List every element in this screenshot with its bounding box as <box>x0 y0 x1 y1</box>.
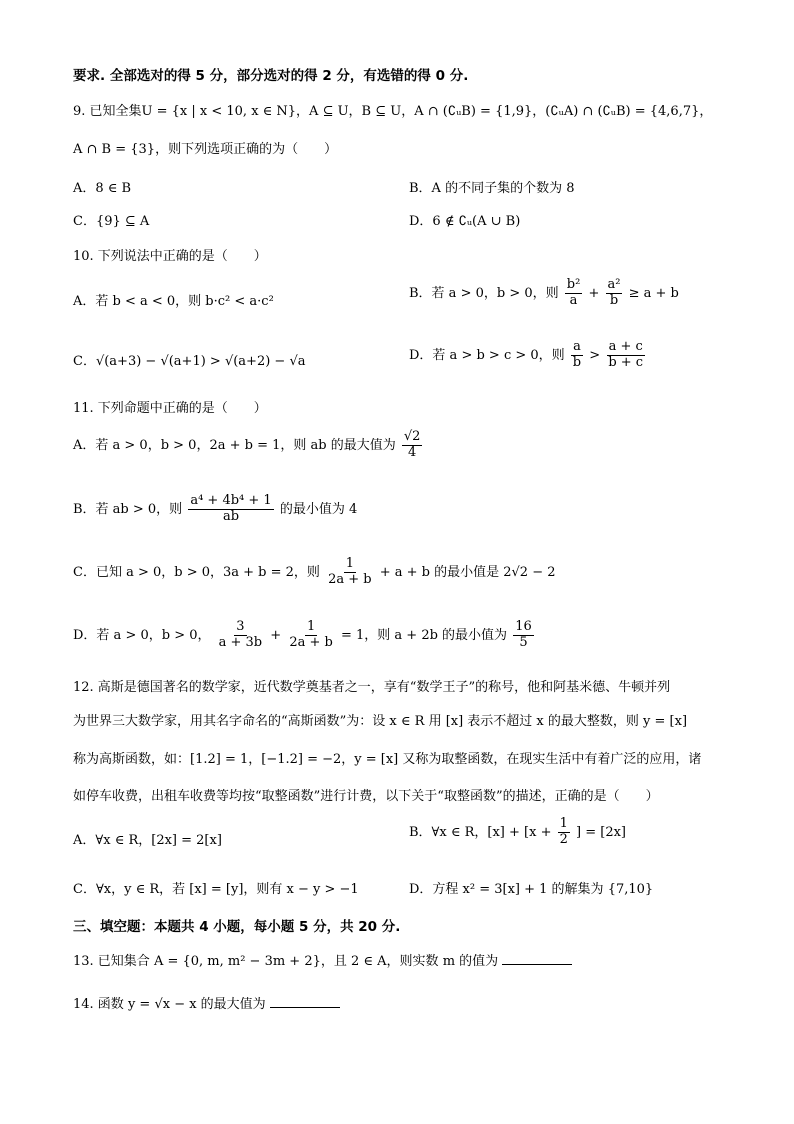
q11-d-f2-denominator: 2a + b <box>289 634 333 650</box>
q10-b-prefix: B．若 a > 0，b > 0，则 <box>409 285 559 301</box>
q10-d-f1-denominator: b <box>572 354 582 370</box>
q10-b-suffix: ≥ a + b <box>628 285 679 301</box>
q12-b-suffix: ] = [2x] <box>576 824 627 840</box>
q9-stem-line-2: A ∩ B = {3}，则下列选项正确的为（ ） <box>73 142 338 157</box>
q11-d-f1-numerator: 3 <box>236 619 245 634</box>
section-3-heading: 三、填空题：本题共 4 小题，每小题 5 分，共 20 分. <box>73 919 401 935</box>
q12-paragraph-line-2: 为世界三大数学家，用其名字命名的“高斯函数”为：设 x ∈ R 用 [x] 表示不超过 x 的最大整数，则 y = [x] <box>73 714 688 729</box>
q11-a-numerator: √2 <box>403 429 421 444</box>
q11-d-f2-numerator: 1 <box>306 619 316 634</box>
q10-d-fraction-2 <box>606 340 645 371</box>
q11-d-f3-denominator: 5 <box>519 634 528 650</box>
q12-b-numerator: 1 <box>559 816 568 831</box>
q11-b-denominator: ab <box>222 508 240 524</box>
q10-d-f2-numerator: a + c <box>608 339 643 354</box>
q9-option-b: B．A 的不同子集的个数为 8 <box>409 181 575 196</box>
q10-d-prefix: D．若 a > b > c > 0，则 <box>409 347 565 363</box>
q11-b-fraction <box>188 494 273 525</box>
q11-option-b <box>73 494 357 525</box>
q10-option-a: A．若 b < a < 0，则 b·c² < a·c² <box>73 294 274 309</box>
q11-c-prefix: C．已知 a > 0，b > 0，3a + b = 2，则 <box>73 564 320 580</box>
q11-stem: 11. 下列命题中正确的是（ ） <box>73 401 267 416</box>
q12-option-d: D．方程 x² = 3[x] + 1 的解集为 {7,10} <box>409 882 654 897</box>
q11-b-numerator: a⁴ + 4b⁴ + 1 <box>190 493 272 508</box>
q14-answer-blank[interactable] <box>270 995 340 1008</box>
q9-option-a: A．8 ∈ B <box>73 181 132 196</box>
q10-b-fraction-1 <box>565 278 583 309</box>
q11-d-prefix: D．若 a > 0，b > 0， <box>73 627 211 643</box>
q10-stem: 10. 下列说法中正确的是（ ） <box>73 249 267 264</box>
q10-option-c: C．√(a+3) − √(a+1) > √(a+2) − √a <box>73 354 306 369</box>
q10-b-fraction-2 <box>606 278 623 309</box>
q12-b-denominator: 2 <box>559 831 568 847</box>
q9-stem-line-1: 9. 已知全集U = {x | x < 10, x ∈ N}，A ⊆ U，B ⊆ U，A ∩ (∁ᵤB) = {1,9}，(∁ᵤA) ∩ (∁ᵤB) = {4,6,7}， <box>73 104 713 119</box>
q9-option-c: C．{9} ⊆ A <box>73 214 150 229</box>
q10-d-f2-denominator: b + c <box>608 354 644 370</box>
q10-d-f1-numerator: a <box>573 339 581 354</box>
q14 <box>73 993 340 1012</box>
q9-option-d: D．6 ∉ ∁ᵤ(A ∪ B) <box>409 214 521 229</box>
q11-option-a <box>73 430 424 461</box>
q11-option-c <box>73 557 556 588</box>
q11-d-f1-denominator: a + 3b <box>218 634 263 650</box>
q10-b-plus: + <box>588 285 600 301</box>
q11-c-denominator: 2a + b <box>328 571 372 587</box>
q11-b-prefix: B．若 ab > 0，则 <box>73 501 183 517</box>
q11-a-prefix: A．若 a > 0，b > 0，2a + b = 1，则 ab 的最大值为 <box>73 437 396 453</box>
q11-b-suffix: 的最小值为 4 <box>279 501 358 517</box>
q11-d-middle: = 1，则 a + 2b 的最小值为 <box>340 627 508 643</box>
q12-option-c: C．∀x，y ∈ R，若 [x] = [y]，则有 x − y > −1 <box>73 882 359 897</box>
q11-d-fraction-3 <box>513 620 534 651</box>
q12-paragraph-line-1: 12. 高斯是德国著名的数学家，近代数学奠基者之一，享有“数学王子”的称号，他和阿基米德、牛顿并列 <box>73 680 671 695</box>
q10-b-f1-denominator: a <box>569 292 578 308</box>
q12-b-fraction <box>558 817 570 848</box>
q11-d-plus: + <box>270 627 282 643</box>
q12-paragraph-line-3: 称为高斯函数，如：[1.2] = 1，[−1.2] = −2，y = [x] 又称为取整函数，在现实生活中有着广泛的应用，诸 <box>73 752 702 767</box>
q10-option-b <box>409 278 679 309</box>
q10-b-f2-numerator: a² <box>607 277 621 292</box>
q12-option-b <box>409 817 626 848</box>
q13-text: 13. 已知集合 A = {0, m, m² − 3m + 2}，且 2 ∈ A，则实数 m 的值为 <box>73 954 499 969</box>
q12-b-prefix: B．∀x ∈ R，[x] + [x + <box>409 824 552 840</box>
q11-option-d <box>73 620 536 651</box>
q13 <box>73 950 572 969</box>
q13-answer-blank[interactable] <box>502 952 572 965</box>
scoring-note: 要求. 全部选对的得 5 分，部分选对的得 2 分，有选错的得 0 分. <box>73 68 469 84</box>
q11-c-suffix: + a + b 的最小值是 2√2 − 2 <box>379 564 556 580</box>
q10-option-d <box>409 340 647 371</box>
q11-a-denominator: 4 <box>408 444 417 460</box>
q11-d-fraction-2 <box>287 620 335 651</box>
q11-c-numerator: 1 <box>345 556 354 571</box>
q10-b-f1-numerator: b² <box>566 277 581 292</box>
q10-d-greater: > <box>589 347 601 363</box>
q11-d-fraction-1 <box>217 620 265 651</box>
q11-a-fraction <box>402 430 423 461</box>
q14-text: 14. 函数 y = √x − x 的最大值为 <box>73 997 266 1012</box>
q10-d-fraction-1 <box>571 340 583 371</box>
q11-d-f3-numerator: 16 <box>515 619 532 634</box>
q10-b-f2-denominator: b <box>609 292 619 308</box>
q12-paragraph-line-4: 如停车收费，出租车收费等均按“取整函数”进行计费，以下关于“取整函数”的描述，正确的是（ ） <box>73 789 659 804</box>
q12-option-a: A．∀x ∈ R，[2x] = 2[x] <box>73 833 222 848</box>
q11-c-fraction <box>326 557 374 588</box>
